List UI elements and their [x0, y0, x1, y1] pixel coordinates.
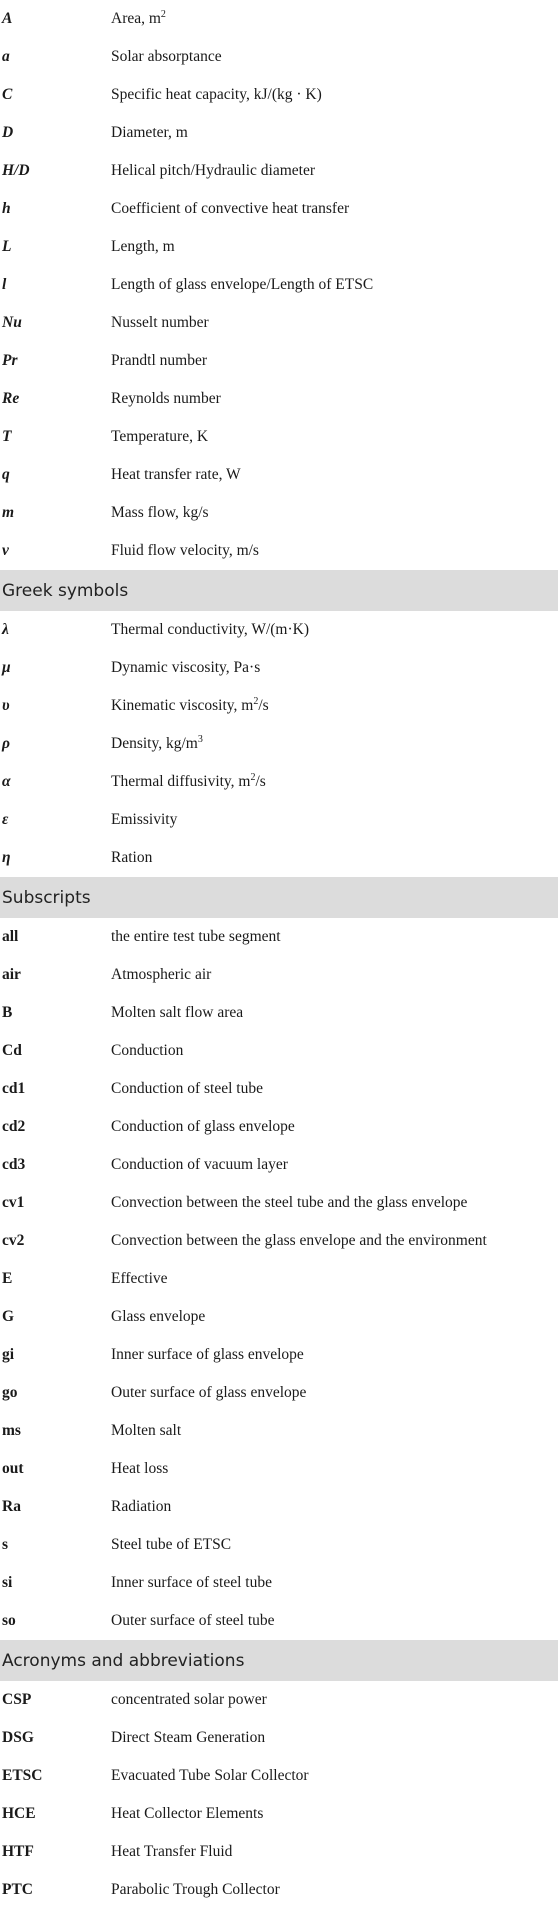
description-cell	[111, 86, 558, 104]
table-row	[0, 611, 558, 649]
superscript: 2	[250, 771, 256, 783]
description-text: Molten salt flow area	[111, 1004, 244, 1021]
symbol-cell: l	[2, 276, 7, 293]
table-row	[0, 687, 558, 725]
subscripts-header: Subscripts	[0, 877, 558, 918]
symbol-cell: a	[2, 48, 10, 65]
description-cell	[111, 1232, 558, 1250]
symbol-cell: HTF	[2, 1843, 34, 1860]
description-cell	[111, 276, 558, 294]
table-row	[0, 114, 558, 152]
symbol-cell: PTC	[2, 1881, 33, 1898]
table-row	[0, 1757, 558, 1795]
description-cell	[111, 238, 558, 256]
symbol-cell: Nu	[2, 314, 22, 331]
description-text: Evacuated Tube Solar Collector	[111, 1767, 309, 1784]
symbol-cell: HCE	[2, 1805, 36, 1822]
description-cell	[111, 1308, 558, 1326]
description-cell	[111, 352, 558, 370]
symbol-cell: α	[2, 773, 11, 790]
table-row	[0, 1564, 558, 1602]
symbol-cell: Cd	[2, 1042, 22, 1059]
description-cell	[111, 10, 558, 28]
symbol-cell: all	[2, 928, 19, 945]
table-row	[0, 763, 558, 801]
description-text: Effective	[111, 1270, 168, 1287]
description-cell	[111, 1194, 558, 1212]
description-cell	[111, 1270, 558, 1288]
description-cell	[111, 1881, 558, 1899]
description-text: Conduction	[111, 1042, 184, 1059]
table-row	[0, 801, 558, 839]
symbol-cell: Ra	[2, 1498, 21, 1515]
symbol-cell: cv2	[2, 1232, 25, 1249]
description-cell	[111, 1729, 558, 1747]
description-cell	[111, 1691, 558, 1709]
description-text: Specific heat capacity, kJ/(kg · K)	[111, 86, 322, 103]
description-cell	[111, 200, 558, 218]
description-cell	[111, 1498, 558, 1516]
table-row	[0, 1184, 558, 1222]
symbol-cell: out	[2, 1460, 24, 1477]
table-row	[0, 456, 558, 494]
description-text: Ration	[111, 849, 153, 866]
symbol-cell: so	[2, 1612, 16, 1629]
table-row	[0, 418, 558, 456]
superscript: 2	[253, 695, 259, 707]
symbol-cell: υ	[2, 697, 10, 714]
description-cell	[111, 1004, 558, 1022]
table-row	[0, 1412, 558, 1450]
symbol-cell: T	[2, 428, 12, 445]
symbol-cell: q	[2, 466, 10, 483]
description-cell	[111, 1460, 558, 1478]
description-cell	[111, 1767, 558, 1785]
description-cell	[111, 659, 558, 677]
description-cell	[111, 1805, 558, 1823]
symbol-cell: v	[2, 542, 9, 559]
description-text: Atmospheric air	[111, 966, 212, 983]
greek-symbols-header: Greek symbols	[0, 570, 558, 611]
symbol-cell: cd2	[2, 1118, 26, 1135]
description-text: Outer surface of steel tube	[111, 1612, 275, 1629]
table-row	[0, 1526, 558, 1564]
description-text: Solar absorptance	[111, 48, 222, 65]
symbol-cell: μ	[2, 659, 11, 676]
description-text: the entire test tube segment	[111, 928, 281, 945]
description-text: Conduction of steel tube	[111, 1080, 263, 1097]
description-text: concentrated solar power	[111, 1691, 267, 1708]
superscript: 3	[197, 733, 203, 745]
symbol-cell: E	[2, 1270, 13, 1287]
description-text: Heat loss	[111, 1460, 169, 1477]
symbol-cell: B	[2, 1004, 13, 1021]
description-cell	[111, 1574, 558, 1592]
table-row	[0, 1450, 558, 1488]
description-cell	[111, 542, 558, 560]
symbol-cell: air	[2, 966, 21, 983]
description-cell	[111, 773, 558, 791]
table-row	[0, 1146, 558, 1184]
description-text: Nusselt number	[111, 314, 209, 331]
table-row	[0, 649, 558, 687]
table-row	[0, 1222, 558, 1260]
symbol-cell: ETSC	[2, 1767, 43, 1784]
description-text: Glass envelope	[111, 1308, 206, 1325]
description-cell	[111, 1536, 558, 1554]
description-cell	[111, 1422, 558, 1440]
table-row	[0, 152, 558, 190]
description-cell	[111, 928, 558, 946]
table-row	[0, 918, 558, 956]
description-text: Fluid flow velocity, m/s	[111, 542, 259, 559]
symbol-cell: h	[2, 200, 11, 217]
symbol-cell: D	[2, 124, 14, 141]
description-cell	[111, 1118, 558, 1136]
table-row	[0, 725, 558, 763]
description-text: Temperature, K	[111, 428, 209, 445]
description-text: Reynolds number	[111, 390, 221, 407]
description-cell	[111, 621, 558, 639]
table-row	[0, 228, 558, 266]
table-row	[0, 76, 558, 114]
symbol-cell: H/D	[2, 162, 30, 179]
description-text: Heat transfer rate, W	[111, 466, 241, 483]
description-cell	[111, 162, 558, 180]
symbol-cell: CSP	[2, 1691, 32, 1708]
description-text: Heat Transfer Fluid	[111, 1843, 233, 1860]
table-row	[0, 532, 558, 570]
symbol-cell: cv1	[2, 1194, 25, 1211]
acronyms-section	[0, 1681, 558, 1909]
description-text: Parabolic Trough Collector	[111, 1881, 280, 1898]
table-row	[0, 38, 558, 76]
description-text: Inner surface of steel tube	[111, 1574, 272, 1591]
symbol-cell: C	[2, 86, 13, 103]
table-row	[0, 1602, 558, 1640]
description-text: Thermal diffusivity, m	[111, 773, 251, 790]
description-cell	[111, 966, 558, 984]
description-suffix: /s	[255, 773, 266, 790]
table-row	[0, 342, 558, 380]
description-cell	[111, 735, 558, 753]
description-suffix: /s	[258, 697, 269, 714]
symbol-cell: m	[2, 504, 15, 521]
table-row	[0, 494, 558, 532]
main-symbols-section	[0, 0, 558, 570]
table-row	[0, 1871, 558, 1909]
symbol-cell: A	[2, 10, 13, 27]
description-cell	[111, 1384, 558, 1402]
table-row	[0, 956, 558, 994]
symbol-cell: go	[2, 1384, 18, 1401]
table-row	[0, 994, 558, 1032]
description-cell	[111, 504, 558, 522]
description-text: Length of glass envelope/Length of ETSC	[111, 276, 374, 293]
description-text: Mass flow, kg/s	[111, 504, 209, 521]
description-cell	[111, 1346, 558, 1364]
table-row	[0, 1795, 558, 1833]
symbol-cell: L	[2, 238, 12, 255]
description-text: Emissivity	[111, 811, 178, 828]
description-text: Direct Steam Generation	[111, 1729, 266, 1746]
symbol-cell: cd1	[2, 1080, 26, 1097]
description-cell	[111, 1042, 558, 1060]
symbol-cell: Pr	[2, 352, 18, 369]
table-row	[0, 304, 558, 342]
symbol-cell: si	[2, 1574, 13, 1591]
superscript: 2	[160, 8, 166, 20]
description-cell	[111, 124, 558, 142]
symbol-cell: DSG	[2, 1729, 34, 1746]
table-row	[0, 1032, 558, 1070]
table-row	[0, 380, 558, 418]
table-row	[0, 1719, 558, 1757]
description-cell	[111, 811, 558, 829]
description-text: Steel tube of ETSC	[111, 1536, 232, 1553]
description-text: Outer surface of glass envelope	[111, 1384, 307, 1401]
description-text: Conduction of vacuum layer	[111, 1156, 288, 1173]
description-text: Area, m	[111, 10, 161, 27]
acronyms-header: Acronyms and abbreviations	[0, 1640, 558, 1681]
symbol-cell: η	[2, 849, 11, 866]
description-cell	[111, 697, 558, 715]
description-text: Density, kg/m	[111, 735, 198, 752]
description-cell	[111, 1612, 558, 1630]
description-cell	[111, 428, 558, 446]
table-row	[0, 1681, 558, 1719]
table-row	[0, 1070, 558, 1108]
description-text: Kinematic viscosity, m	[111, 697, 254, 714]
symbol-cell: ε	[2, 811, 9, 828]
table-row	[0, 1298, 558, 1336]
description-text: Coefficient of convective heat transfer	[111, 200, 350, 217]
description-text: Prandtl number	[111, 352, 207, 369]
description-cell	[111, 314, 558, 332]
symbol-cell: s	[2, 1536, 9, 1553]
symbol-cell: ms	[2, 1422, 21, 1439]
description-text: Molten salt	[111, 1422, 182, 1439]
symbol-cell: gi	[2, 1346, 15, 1363]
description-cell	[111, 849, 558, 867]
description-text: Convection between the steel tube and the glass envelope	[111, 1194, 468, 1211]
table-row	[0, 1488, 558, 1526]
description-cell	[111, 1156, 558, 1174]
subscripts-section	[0, 918, 558, 1640]
table-row	[0, 1833, 558, 1871]
table-row	[0, 190, 558, 228]
symbol-cell: Re	[2, 390, 20, 407]
description-text: Conduction of glass envelope	[111, 1118, 295, 1135]
description-text: Radiation	[111, 1498, 172, 1515]
description-cell	[111, 1080, 558, 1098]
table-row	[0, 839, 558, 877]
symbol-cell: ρ	[2, 735, 10, 752]
table-row	[0, 1108, 558, 1146]
table-row	[0, 0, 558, 38]
description-cell	[111, 390, 558, 408]
description-text: Heat Collector Elements	[111, 1805, 264, 1822]
description-text: Convection between the glass envelope and the environment	[111, 1232, 487, 1249]
description-text: Helical pitch/Hydraulic diameter	[111, 162, 315, 179]
description-cell	[111, 48, 558, 66]
greek-symbols-section	[0, 611, 558, 877]
description-cell	[111, 1843, 558, 1861]
table-row	[0, 1260, 558, 1298]
description-text: Length, m	[111, 238, 175, 255]
table-row	[0, 1374, 558, 1412]
symbol-cell: G	[2, 1308, 15, 1325]
description-text: Diameter, m	[111, 124, 188, 141]
table-row	[0, 266, 558, 304]
description-text: Inner surface of glass envelope	[111, 1346, 304, 1363]
table-row	[0, 1336, 558, 1374]
description-text: Dynamic viscosity, Pa·s	[111, 659, 261, 676]
symbol-cell: λ	[2, 621, 9, 638]
symbol-cell: cd3	[2, 1156, 26, 1173]
description-text: Thermal conductivity, W/(m·K)	[111, 621, 309, 638]
description-cell	[111, 466, 558, 484]
